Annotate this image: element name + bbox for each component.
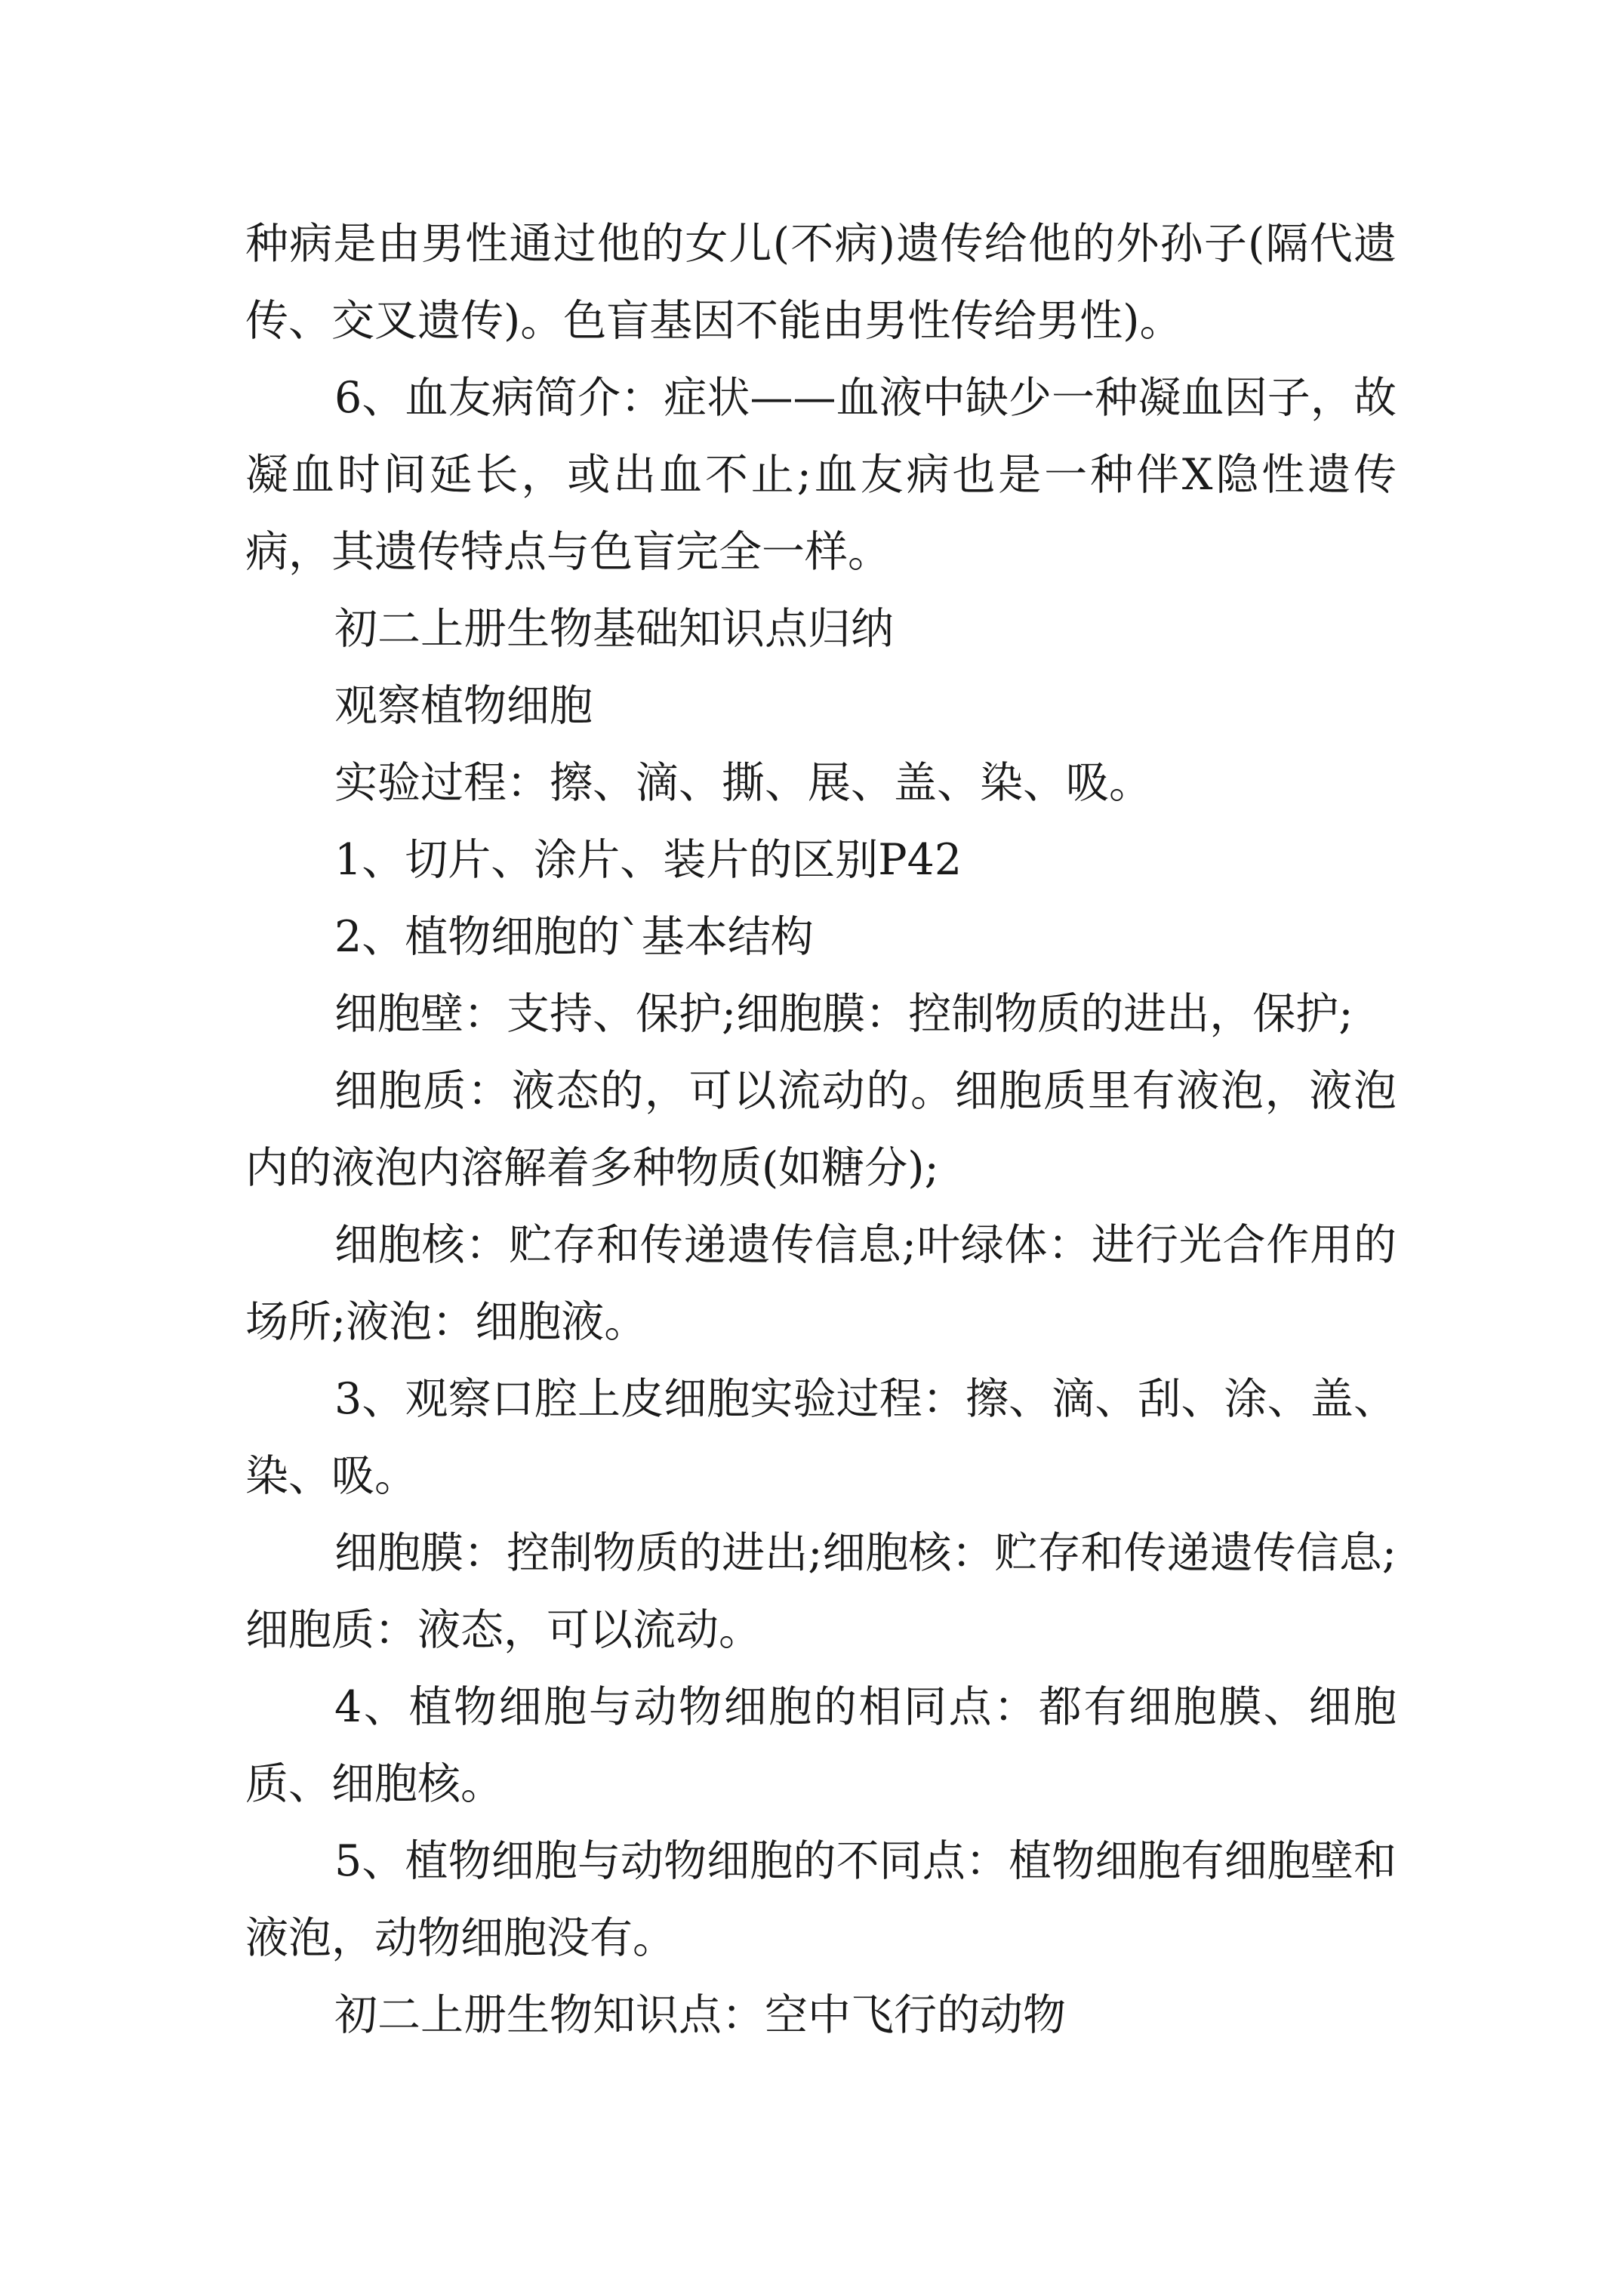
section-heading-flying-animals: 初二上册生物知识点：空中飞行的动物 xyxy=(334,1990,1066,2040)
paragraph-nucleus-chloroplast: 细胞核：贮存和传递遗传信息;叶绿体：进行光合作用的场所;液泡：细胞液。 xyxy=(245,1220,1397,1347)
subheading-observe-plant-cell: 观察植物细胞 xyxy=(334,681,593,731)
paragraph-hemophilia: 6、血友病简介：症状——血液中缺少一种凝血因子，故凝血时间延长，或出血不止;血友病也是一种伴X隐性遗传病，其遗传特点与色盲完全一样。 xyxy=(245,373,1397,577)
paragraph-cytoplasm: 细胞质：液态的，可以流动的。细胞质里有液泡，液泡内的液泡内溶解着多种物质(如糖分); xyxy=(245,1066,1397,1193)
paragraph-cell-wall-membrane: 细胞壁：支持、保护;细胞膜：控制物质的进出，保护; xyxy=(334,989,1354,1039)
paragraph-differences: 5、植物细胞与动物细胞的不同点：植物细胞有细胞壁和液泡，动物细胞没有。 xyxy=(245,1836,1397,1963)
paragraph-animal-cell-parts: 细胞膜：控制物质的进出;细胞核：贮存和传递遗传信息;细胞质：液态，可以流动。 xyxy=(245,1528,1397,1655)
paragraph-slide-types: 1、切片、涂片、装片的区别P42 xyxy=(334,835,962,885)
section-heading-basic-knowledge: 初二上册生物基础知识点归纳 xyxy=(334,604,894,654)
document-body xyxy=(245,205,1397,2054)
paragraph-similarities: 4、植物细胞与动物细胞的相同点：都有细胞膜、细胞质、细胞核。 xyxy=(245,1682,1397,1809)
paragraph-color-blindness-inheritance: 种病是由男性通过他的女儿(不病)遗传给他的外孙子(隔代遗传、交叉遗传)。色盲基因不能由男性传给男性)。 xyxy=(245,219,1397,346)
paragraph-experiment-process: 实验过程：擦、滴、撕、展、盖、染、吸。 xyxy=(334,758,1152,808)
paragraph-plant-cell-structure: 2、植物细胞的`基本结构 xyxy=(334,912,814,962)
paragraph-oral-epithelial-cell: 3、观察口腔上皮细胞实验过程：擦、滴、刮、涂、盖、染、吸。 xyxy=(245,1374,1397,1501)
